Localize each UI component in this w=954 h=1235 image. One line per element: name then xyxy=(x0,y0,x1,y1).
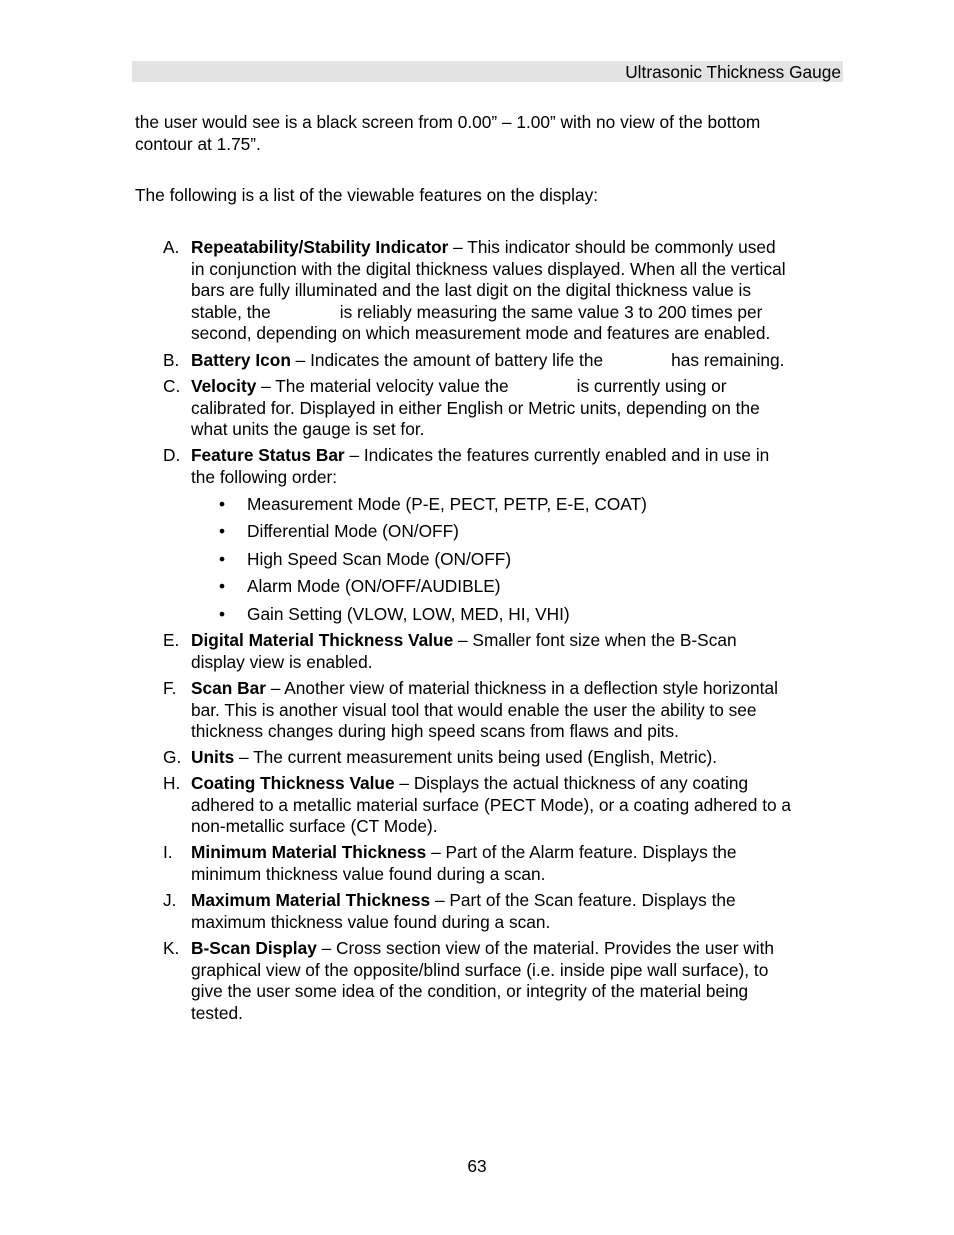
bullet-text: Gain Setting (VLOW, LOW, MED, HI, VHI) xyxy=(247,604,570,624)
item-text: – This indicator should be commonly used xyxy=(448,237,776,257)
bullet-icon: • xyxy=(219,521,226,541)
item-text: bars are fully illuminated and the last digit on the digital thickness value is xyxy=(191,280,752,300)
item-marker: B. xyxy=(163,350,180,370)
intro-line: the user would see is a black screen from 0.00” – 1.00” with no view of the bottom xyxy=(135,112,761,132)
item-term: Scan Bar xyxy=(191,678,266,698)
bullet-text: Alarm Mode (ON/OFF/AUDIBLE) xyxy=(247,576,501,596)
item-text: – Part of the Scan feature. Displays the xyxy=(430,890,736,910)
item-text: tested. xyxy=(191,1002,243,1023)
item-term: Units xyxy=(191,747,235,767)
item-text: graphical view of the opposite/blind surface (i.e. inside pipe wall surface), to xyxy=(191,959,769,980)
item-text: – Cross section view of the material. Provides the user with xyxy=(316,938,774,958)
item-term: Coating Thickness Value xyxy=(191,773,395,793)
bullet-icon: • xyxy=(219,576,226,596)
item-term: Feature Status Bar xyxy=(191,445,345,465)
item-marker: H. xyxy=(163,773,181,793)
bullet-icon: • xyxy=(219,549,226,569)
intro-paragraph xyxy=(135,112,835,155)
item-text: is reliably measuring the same value 3 to 200 times per xyxy=(339,301,763,322)
item-text: the following order: xyxy=(191,466,338,487)
bullet-icon: • xyxy=(219,494,226,514)
item-text: second, depending on which measurement mode and features are enabled. xyxy=(191,323,771,343)
bullet-text: Measurement Mode (P-E, PECT, PETP, E-E, COAT) xyxy=(247,494,647,514)
item-text: in conjunction with the digital thickness values displayed. When all the vertical xyxy=(191,258,786,279)
item-text: – Indicates the features currently enabled and in use in xyxy=(344,445,770,465)
item-text: is currently using or xyxy=(576,376,727,396)
item-text: has remaining. xyxy=(671,350,785,370)
bullet-text: High Speed Scan Mode (ON/OFF) xyxy=(247,549,512,569)
item-text: – The current measurement units being used (English, Metric). xyxy=(234,747,718,767)
item-marker: C. xyxy=(163,376,181,396)
item-text: display view is enabled. xyxy=(191,651,373,672)
running-header xyxy=(132,61,843,82)
item-term: Minimum Material Thickness xyxy=(191,842,427,862)
item-text: – Part of the Alarm feature. Displays the xyxy=(426,842,737,862)
item-text: maximum thickness value found during a scan. xyxy=(191,911,551,932)
item-marker: K. xyxy=(163,938,180,958)
item-term: Repeatability/Stability Indicator xyxy=(191,237,449,257)
bullet-icon: • xyxy=(219,604,226,624)
item-text: – Displays the actual thickness of any coating xyxy=(394,773,749,793)
item-text: calibrated for. Displayed in either English or Metric units, depending on the xyxy=(191,397,760,418)
item-marker: D. xyxy=(163,445,181,465)
item-term: Velocity xyxy=(191,376,257,396)
item-text: – Indicates the amount of battery life the xyxy=(290,350,604,370)
bullet-text: Differential Mode (ON/OFF) xyxy=(247,521,459,541)
item-text: adhered to a metallic material surface (PECT Mode), or a coating adhered to a xyxy=(191,794,792,815)
item-term: Digital Material Thickness Value xyxy=(191,630,454,650)
item-term: Maximum Material Thickness xyxy=(191,890,431,910)
item-text: bar. This is another visual tool that would enable the user the ability to see xyxy=(191,699,757,720)
item-marker: J. xyxy=(163,890,177,910)
item-text: minimum thickness value found during a scan. xyxy=(191,863,546,884)
item-text: – Smaller font size when the B-Scan xyxy=(453,630,737,650)
item-marker: G. xyxy=(163,747,182,767)
item-marker: F. xyxy=(163,678,177,698)
item-text: thickness changes during high speed scans from flaws and pits. xyxy=(191,721,679,741)
intro-line: contour at 1.75”. xyxy=(135,133,261,154)
item-text: non-metallic surface (CT Mode). xyxy=(191,816,438,836)
header-title: Ultrasonic Thickness Gauge xyxy=(625,62,841,82)
item-term: B-Scan Display xyxy=(191,938,317,958)
item-text: give the user some idea of the condition, or integrity of the material being xyxy=(191,981,749,1001)
item-marker: A. xyxy=(163,237,180,257)
item-marker: I. xyxy=(163,842,173,862)
item-text: – Another view of material thickness in a deflection style horizontal xyxy=(265,678,778,698)
item-text: – The material velocity value the xyxy=(256,376,509,396)
item-marker: E. xyxy=(163,630,180,650)
item-text: what units the gauge is set for. xyxy=(191,419,425,439)
list-lead-sentence: The following is a list of the viewable features on the display: xyxy=(135,185,599,205)
page-number: 63 xyxy=(467,1156,487,1176)
item-term: Battery Icon xyxy=(191,350,291,370)
item-text: stable, the xyxy=(191,301,271,322)
